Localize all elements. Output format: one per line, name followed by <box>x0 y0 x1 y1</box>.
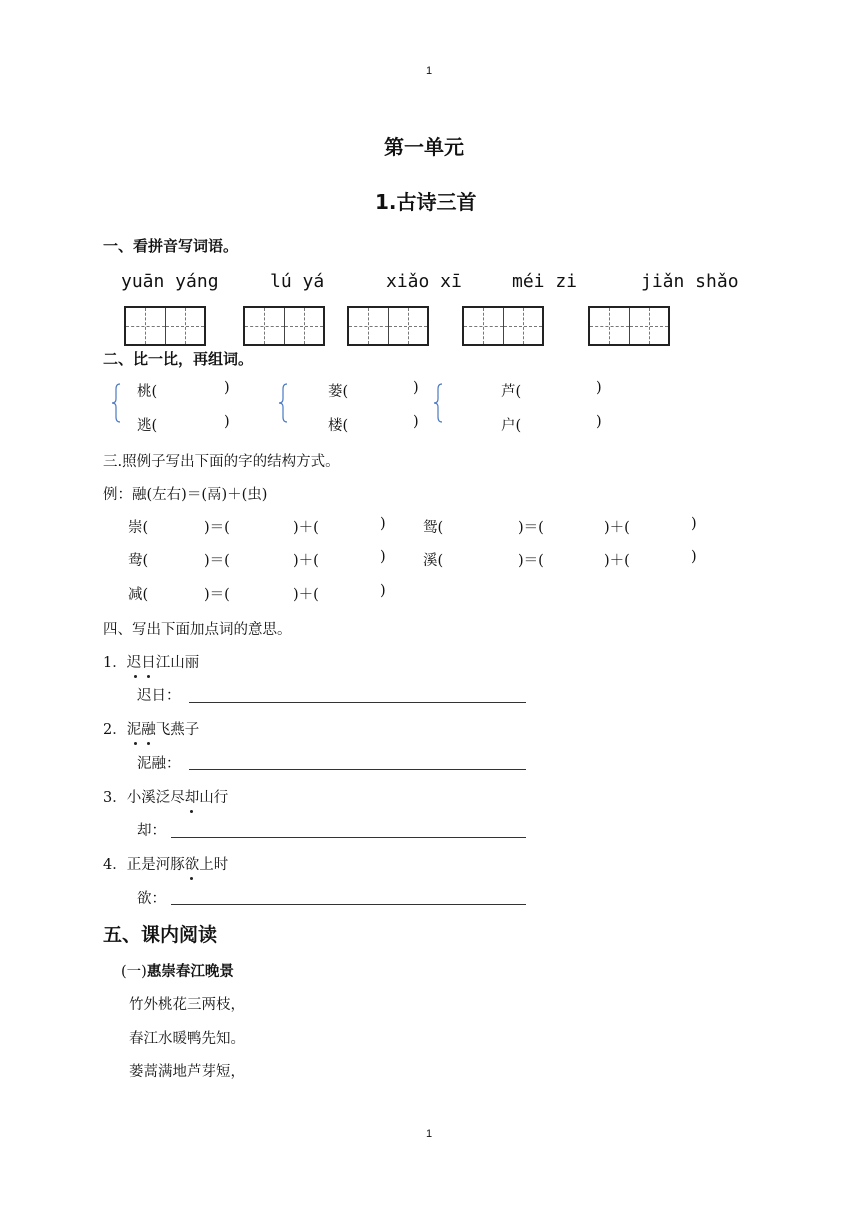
question-number: 4． <box>103 857 127 873</box>
brace-icon <box>112 383 121 423</box>
compare-char: 芦( <box>501 384 522 400</box>
answer-label: 却： <box>137 823 166 839</box>
question-line <box>103 718 199 739</box>
writing-grid-3[interactable] <box>347 306 429 346</box>
question-number: 1． <box>103 655 127 671</box>
dotted-word <box>127 651 156 672</box>
section1-heading: 一、看拼音写词语。 <box>103 237 239 255</box>
pinyin-1: yuān yáng <box>121 271 219 292</box>
structure-close: ) <box>380 549 386 565</box>
writing-grid-4[interactable] <box>462 306 544 346</box>
section4-heading: 四、写出下面加点词的意思。 <box>103 622 292 638</box>
compare-close: ) <box>413 380 419 396</box>
compare-close: ) <box>596 380 602 396</box>
answer-line[interactable] <box>189 702 526 703</box>
dotted-word <box>185 853 200 874</box>
answer-label: 欲： <box>137 891 166 907</box>
section3-example: 例：融(左右)＝(鬲)＋(虫) <box>103 487 268 503</box>
question-number: 2． <box>103 722 127 738</box>
structure-eq: )＝( <box>518 553 544 569</box>
dotted-text: 欲 <box>184 857 200 873</box>
poem-title: 惠崇春江晚景 <box>146 964 234 980</box>
compare-char: 户( <box>501 418 522 434</box>
poem-line: 春江水暖鸭先知。 <box>129 1031 245 1047</box>
dotted-word <box>127 718 156 739</box>
structure-char: 溪( <box>423 553 444 569</box>
section2-heading: 二、比一比，再组词。 <box>103 350 254 368</box>
structure-close: ) <box>691 516 697 532</box>
page-number-top: 1 <box>426 65 433 77</box>
brace-icon <box>434 383 443 423</box>
poem-line: 竹外桃花三两枝， <box>129 997 245 1013</box>
structure-char: 鸳( <box>423 520 444 536</box>
answer-label: 泥融： <box>137 756 181 772</box>
answer-label: 迟日： <box>137 688 181 704</box>
structure-eq: )＝( <box>518 520 544 536</box>
poem-line: 蒌蒿满地芦芽短， <box>129 1064 245 1080</box>
dotted-word <box>185 786 200 807</box>
structure-plus: )＋( <box>604 553 630 569</box>
compare-char: 蒌( <box>328 384 349 400</box>
answer-line[interactable] <box>171 837 526 838</box>
structure-close: ) <box>380 516 386 532</box>
compare-close: ) <box>413 414 419 430</box>
structure-char: 减( <box>128 587 149 603</box>
structure-plus: )＋( <box>293 553 319 569</box>
structure-eq: )＝( <box>204 520 230 536</box>
pinyin-2: lú yá <box>270 271 325 292</box>
compare-char: 楼( <box>328 418 349 434</box>
question-pre: 小溪泛尽 <box>126 790 185 806</box>
structure-plus: )＋( <box>293 520 319 536</box>
page-number-bottom: 1 <box>426 1128 433 1140</box>
compare-close: ) <box>224 380 230 396</box>
lesson-title: 1.古诗三首 <box>375 190 477 214</box>
structure-plus: )＋( <box>293 587 319 603</box>
answer-line[interactable] <box>189 769 526 770</box>
question-post: 山行 <box>199 790 229 806</box>
question-line <box>103 651 199 672</box>
section5-heading: 五、课内阅读 <box>103 924 218 946</box>
structure-close: ) <box>380 583 386 599</box>
pinyin-4: méi zi <box>512 271 578 292</box>
writing-grid-1[interactable] <box>124 306 206 346</box>
brace-icon <box>279 383 288 423</box>
dotted-text: 却 <box>184 790 200 806</box>
dotted-text: 迟日 <box>126 655 156 671</box>
question-line <box>103 786 228 807</box>
unit-title: 第一单元 <box>384 135 464 159</box>
question-pre: 正是河豚 <box>126 857 185 873</box>
compare-close: ) <box>224 414 230 430</box>
answer-line[interactable] <box>171 904 526 905</box>
section3-heading: 三.照例子写出下面的字的结构方式。 <box>103 454 340 470</box>
compare-char: 逃( <box>137 418 158 434</box>
question-post: 上时 <box>199 857 229 873</box>
dotted-text: 泥融 <box>126 722 156 738</box>
structure-char: 崇( <box>128 520 149 536</box>
question-post: 江山丽 <box>155 655 200 671</box>
writing-grid-5[interactable] <box>588 306 670 346</box>
subtitle-prefix: (一) <box>121 964 147 980</box>
question-number: 3． <box>103 790 127 806</box>
structure-plus: )＋( <box>604 520 630 536</box>
pinyin-5: jiǎn shǎo <box>641 271 739 292</box>
question-line <box>103 853 228 874</box>
compare-char: 桃( <box>137 384 158 400</box>
writing-grid-2[interactable] <box>243 306 325 346</box>
question-post: 飞燕子 <box>155 722 200 738</box>
structure-char: 鸯( <box>128 553 149 569</box>
pinyin-3: xiǎo xī <box>386 271 462 292</box>
passage-subtitle <box>121 960 234 981</box>
structure-close: ) <box>691 549 697 565</box>
structure-eq: )＝( <box>204 587 230 603</box>
structure-eq: )＝( <box>204 553 230 569</box>
compare-close: ) <box>596 414 602 430</box>
